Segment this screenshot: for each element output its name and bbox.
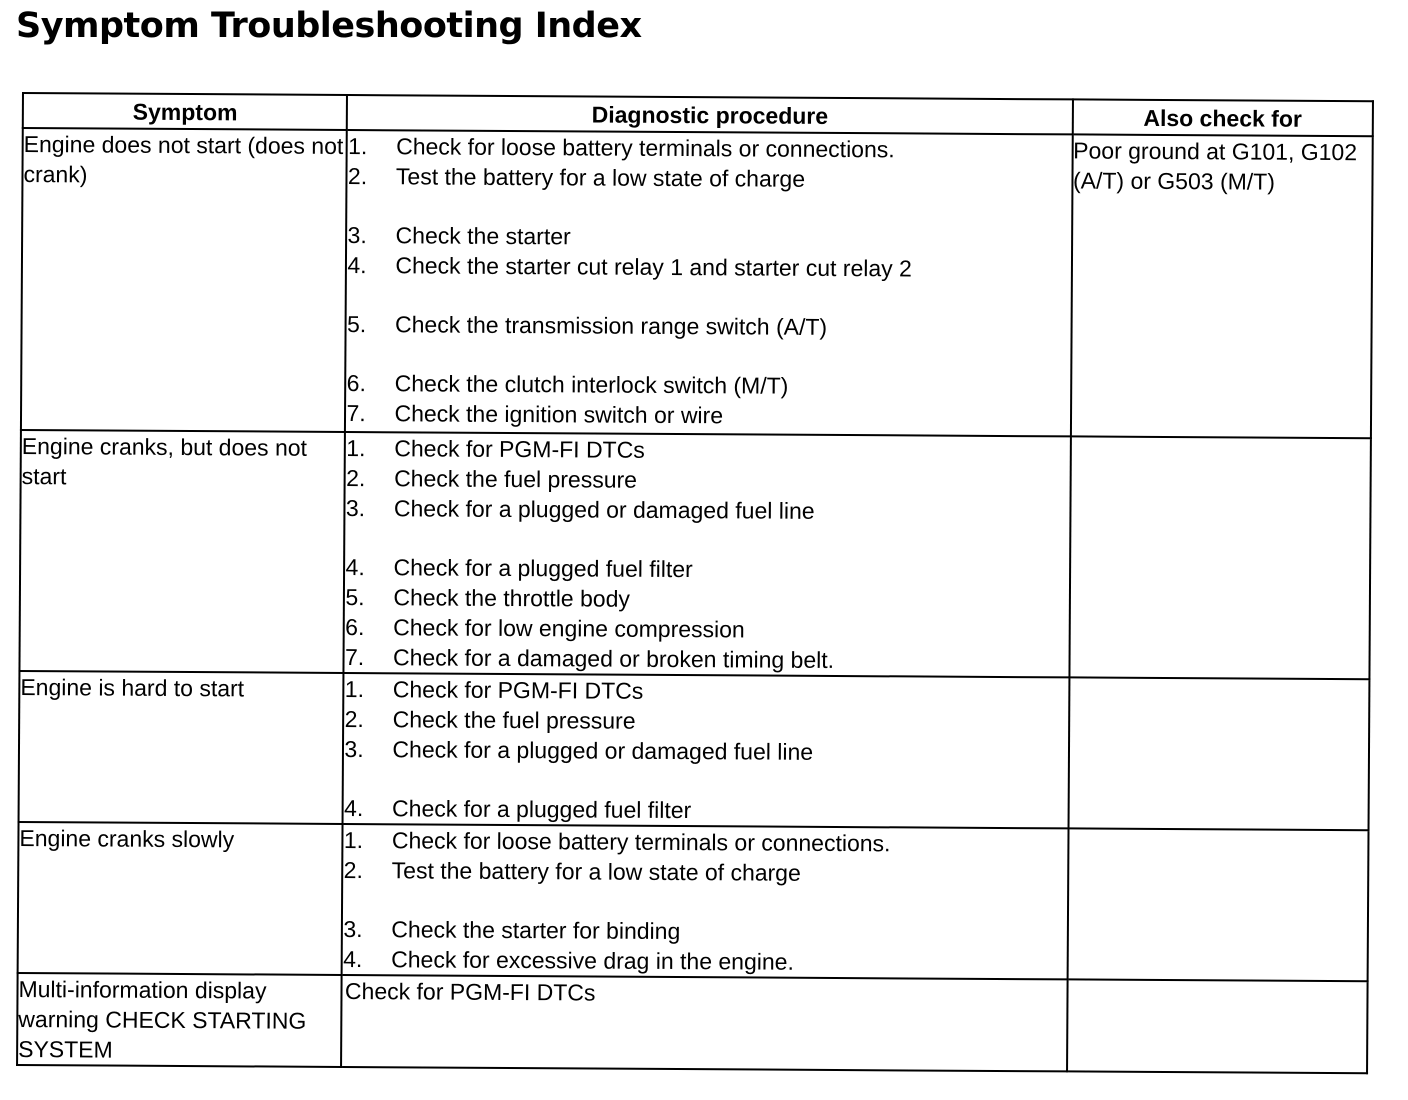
step-text: Check for low engine compression [393,614,745,643]
procedure-step [344,734,1067,768]
troubleshooting-table [16,92,1374,1074]
procedure-text: Check for PGM-FI DTCs [344,977,596,1006]
procedure-cell [345,130,1072,436]
procedure-step [348,220,1071,254]
symptom-cell: Engine is hard to start [19,671,344,824]
table-row [17,973,1368,1073]
step-text: Check for loose battery terminals or connections. [391,827,891,857]
procedure-step [345,642,1068,676]
also-check-cell: Poor ground at G101, G102 (A/T) or G503 (M/T) [1070,134,1372,438]
step-text: Test the battery for a low state of charge [395,163,806,192]
procedure-step [347,250,1070,284]
also-check-cell [1068,677,1369,830]
step-number: 4. [344,794,364,822]
step-text: Check for a damaged or broken timing belt. [392,644,835,673]
step-text: Check for a plugged or damaged fuel line [392,736,814,765]
step-number: 6. [345,613,365,641]
also-check-cell [1067,828,1368,981]
procedure-step [347,309,1070,343]
procedure-step [344,855,1067,889]
step-number: 1. [343,826,364,854]
step-text: Check the fuel pressure [394,465,638,493]
step-text: Check the starter [395,222,571,250]
step-number: 1. [344,675,365,703]
step-number: 3. [347,221,367,249]
procedure-cell [344,432,1071,677]
step-number: 2. [343,856,363,884]
step-number: 3. [345,494,366,522]
step-text: Check for a plugged fuel filter [392,795,692,824]
step-text: Test the battery for a low state of charge [391,857,801,886]
step-number: 4. [345,553,365,581]
procedure-step [348,131,1071,165]
step-text: Check the transmission range switch (A/T) [394,311,828,340]
procedure-cell [342,824,1068,979]
step-text: Check the ignition switch or wire [394,400,724,429]
procedure-step [346,398,1069,432]
step-number: 2. [344,705,364,733]
step-text: Check the starter cut relay 1 and starter cut relay 2 [395,252,912,282]
procedure-step [344,825,1067,859]
procedure-step [345,612,1068,646]
procedure-step [348,161,1071,195]
table-row [19,430,1370,679]
symptom-cell: Engine cranks, but does not start [19,430,345,673]
procedure-step [344,793,1067,827]
step-text: Check for a plugged fuel filter [393,554,693,583]
procedure-step [346,463,1069,497]
procedure-cell [343,673,1069,828]
procedure-cell [342,975,1068,1071]
step-number: 7. [346,399,366,427]
step-text: Check for excessive drag in the engine. [391,946,794,975]
procedure-step [345,704,1068,738]
step-number: 5. [345,583,365,611]
header-diagnostic-procedure: Diagnostic procedure [347,95,1072,134]
symptom-cell: Multi-information display warning CHECK STARTING SYSTEM [17,973,342,1067]
step-number: 7. [344,643,365,671]
procedure-step [343,944,1066,978]
also-check-cell [1067,979,1368,1073]
step-number: 5. [346,310,367,338]
step-number: 2. [347,162,368,190]
step-text: Check the starter for binding [391,916,681,945]
procedure-step [346,433,1069,467]
step-text: Check for PGM-FI DTCs [394,435,645,463]
symptom-cell: Engine cranks slowly [18,822,343,975]
table-row [18,822,1369,981]
step-number: 3. [344,735,364,763]
also-check-cell [1069,436,1371,679]
procedure-step [345,552,1068,586]
procedure-step [345,674,1068,708]
procedure-step [343,914,1066,948]
step-text: Check for PGM-FI DTCs [392,676,644,704]
header-symptom: Symptom [23,93,348,130]
step-text: Check the throttle body [393,584,630,612]
step-text: Check for loose battery terminals or connections. [396,133,895,163]
step-text: Check for a plugged or damaged fuel line [393,495,815,524]
step-number: 3. [343,915,363,943]
procedure-step [347,368,1070,402]
procedure-step [345,582,1068,616]
step-number: 4. [347,251,367,279]
procedure-step [346,493,1069,527]
symptom-cell: Engine does not start (does not crank) [21,128,347,432]
step-number: 2. [346,464,366,492]
page-title: Symptom Troubleshooting Index [16,6,642,46]
header-also-check-for: Also check for [1072,99,1373,136]
step-text: Check the clutch interlock switch (M/T) [394,370,789,399]
table-row [19,671,1370,830]
step-number: 1. [348,132,368,160]
step-number: 6. [346,369,366,397]
step-text: Check the fuel pressure [392,706,636,734]
step-number: 1. [346,434,366,462]
step-number: 4. [343,945,363,973]
table-row [21,128,1373,438]
